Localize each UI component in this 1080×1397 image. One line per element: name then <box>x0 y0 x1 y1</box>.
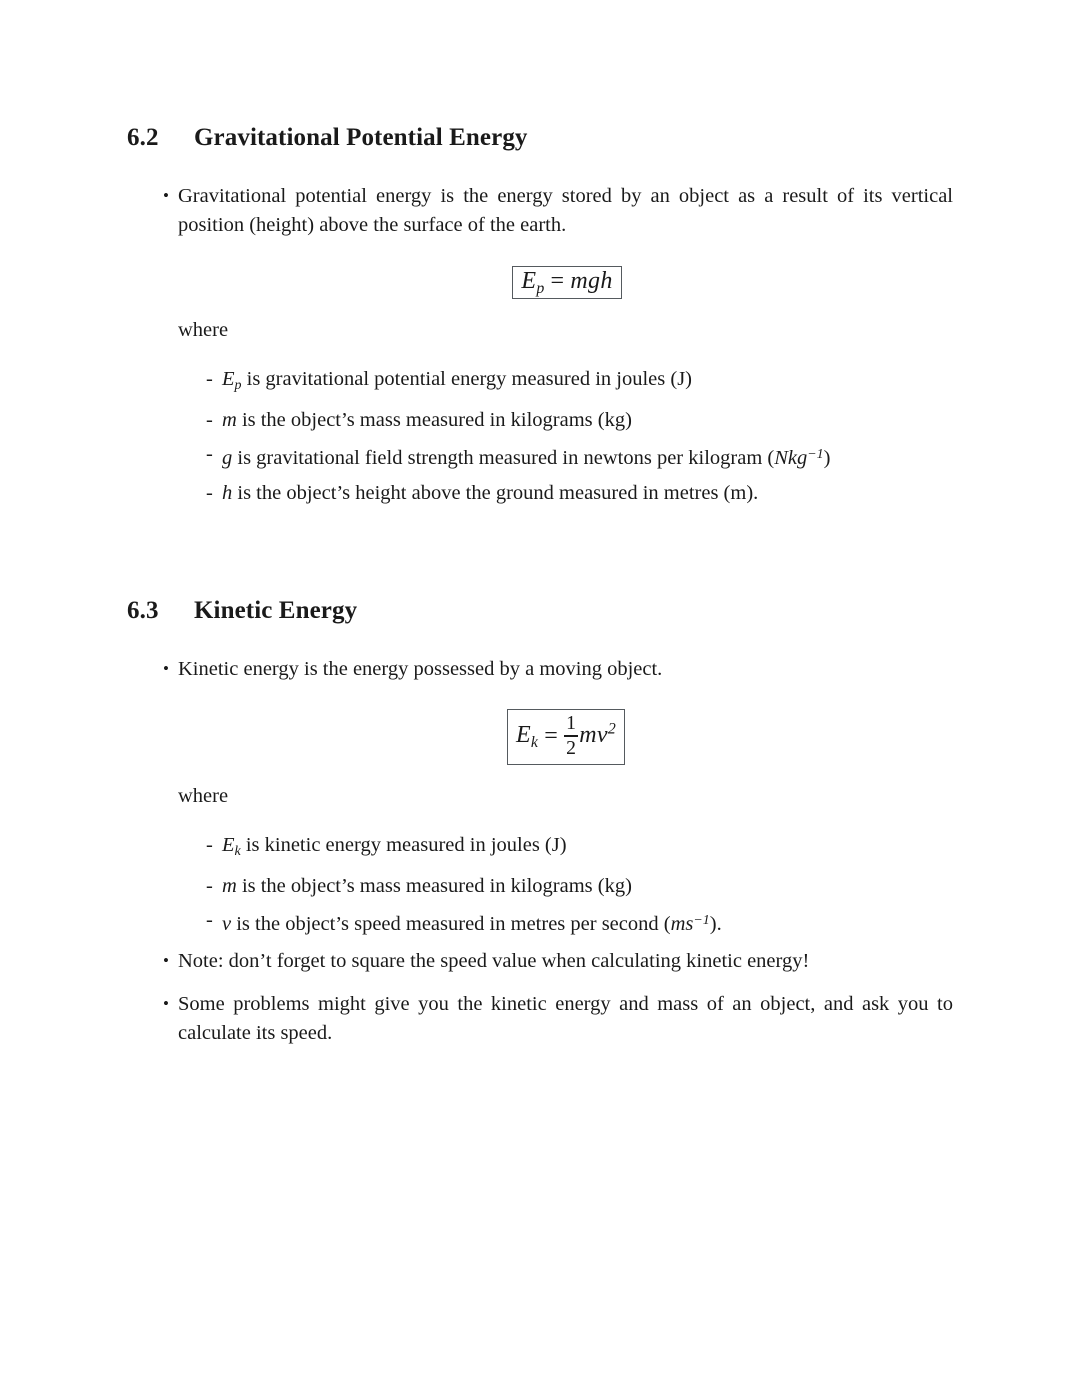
equation-relation: = <box>544 722 559 749</box>
equation-fraction-one-half <box>564 713 578 758</box>
section-title: Gravitational Potential Energy <box>194 124 528 151</box>
gpe-definition-list <box>206 362 966 510</box>
definition-unit-base: Nkg <box>774 447 808 470</box>
definition-text: is kinetic energy measured in joules (J) <box>240 834 567 856</box>
equation-relation: = <box>550 267 565 294</box>
definition-text: is the object’s mass measured in kilograms (kg) <box>236 409 632 432</box>
equation-rhs-base: mv <box>579 722 608 749</box>
where-label-ke: where <box>178 785 229 807</box>
bullet-dot-icon: • <box>163 951 169 970</box>
bullet-item <box>163 947 953 976</box>
bullet-text: Gravitational potential energy is the energy stored by an object as a result of its vertical position (height) above the surface of the earth. <box>178 185 953 236</box>
definition-item-v <box>206 903 966 941</box>
definition-item-ek <box>206 828 966 869</box>
definition-text: is gravitational field strength measured in newtons per kilogram ( <box>232 447 775 470</box>
definition-unit-exponent: −1 <box>807 446 824 462</box>
dash-marker-icon: - <box>206 443 213 466</box>
equation-gravitational-potential-energy <box>521 268 612 298</box>
definition-subscript: k <box>234 843 241 859</box>
bullet-item <box>163 990 953 1047</box>
section-heading-6-3 <box>127 597 357 625</box>
dash-marker-icon: - <box>206 875 213 898</box>
definition-symbol: h <box>222 481 233 504</box>
bullet-dot-icon: • <box>163 659 169 678</box>
ke-note-block <box>163 947 953 976</box>
bullet-text: Note: don’t forget to square the speed value when calculating kinetic energy! <box>178 950 810 972</box>
definition-symbol: m <box>222 875 237 898</box>
equation-kinetic-energy <box>516 714 616 759</box>
equation-rhs: mgh <box>570 267 613 294</box>
definition-text-after: ). <box>709 913 722 936</box>
section-number: 6.3 <box>127 597 159 624</box>
equation-lhs-subscript: k <box>530 734 539 752</box>
definition-item-m <box>206 869 966 903</box>
definition-symbol: g <box>222 447 233 470</box>
bullet-item <box>163 182 953 239</box>
definition-symbol: v <box>222 913 232 936</box>
equation-lhs-symbol: E <box>521 267 537 294</box>
definition-text: is the object’s height above the ground measured in metres (m). <box>232 481 759 504</box>
bullet-text: Kinetic energy is the energy possessed by a moving object. <box>178 658 663 680</box>
dash-marker-icon: - <box>206 368 213 390</box>
fraction-numerator: 1 <box>566 712 577 735</box>
definition-symbol: m <box>222 409 237 432</box>
ke-intro-block <box>163 655 953 684</box>
dash-marker-icon: - <box>206 481 213 504</box>
definition-unit-base: ms <box>670 913 694 936</box>
equation-rhs-exponent: 2 <box>607 720 617 738</box>
definition-item-h <box>206 476 966 510</box>
where-label-gpe: where <box>178 319 229 341</box>
definition-symbol: E <box>222 834 235 856</box>
definition-text: is gravitational potential energy measured in joules (J) <box>241 368 692 390</box>
bullet-dot-icon: • <box>163 186 169 205</box>
definition-subscript: p <box>234 377 242 393</box>
definition-symbol: E <box>222 368 235 390</box>
bullet-text: Some problems might give you the kinetic energy and mass of an object, and ask you to calculate its speed. <box>178 993 953 1044</box>
ke-speed-block <box>163 990 953 1047</box>
section-number: 6.2 <box>127 124 159 151</box>
definition-item-g <box>206 437 966 475</box>
bullet-dot-icon: • <box>163 994 169 1013</box>
section-heading-6-2 <box>127 124 528 152</box>
dash-marker-icon: - <box>206 909 213 932</box>
definition-item-m <box>206 403 966 437</box>
equation-lhs-symbol: E <box>515 722 531 749</box>
bullet-item <box>163 655 953 684</box>
definition-text-after: ) <box>823 447 831 470</box>
equation-box-gravitational-potential-energy <box>512 266 622 299</box>
equation-lhs-subscript: p <box>536 279 545 297</box>
definition-item-ep <box>206 362 966 403</box>
section-title: Kinetic Energy <box>194 597 358 624</box>
gpe-intro-block <box>163 182 953 239</box>
dash-marker-icon: - <box>206 834 213 856</box>
equation-box-kinetic-energy <box>507 709 625 765</box>
fraction-denominator: 2 <box>566 737 577 760</box>
definition-text: is the object’s speed measured in metres per second ( <box>231 913 671 936</box>
dash-marker-icon: - <box>206 409 213 432</box>
definition-text: is the object’s mass measured in kilograms (kg) <box>236 875 632 898</box>
definition-unit-exponent: −1 <box>693 912 710 928</box>
ke-definition-list <box>206 828 966 942</box>
